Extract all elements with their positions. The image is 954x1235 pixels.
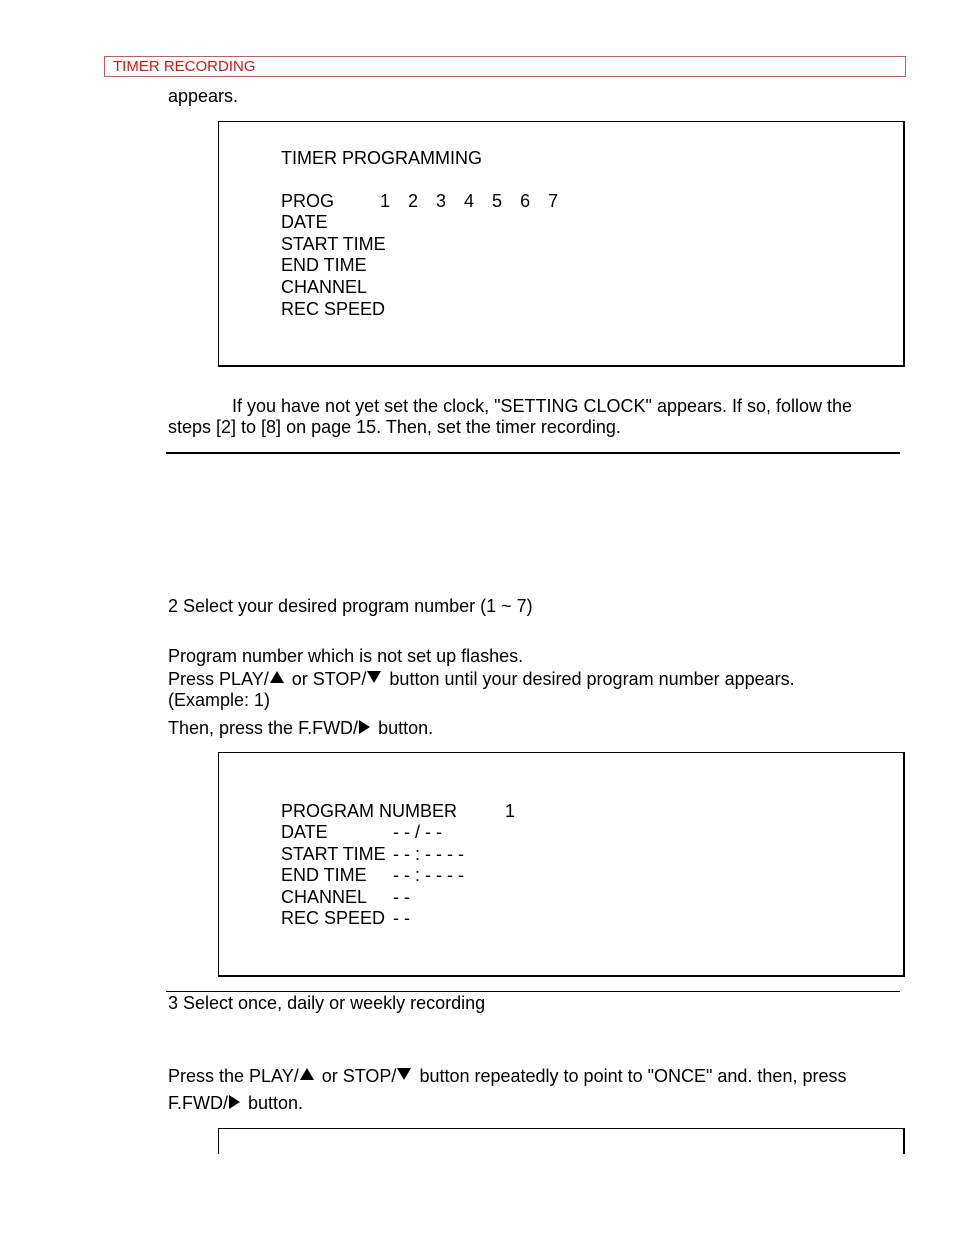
once-screen-partial [218,1128,905,1154]
note-line-1: If you have not yet set the clock, "SETTING CLOCK" appears. If so, follow the [232,396,853,416]
screen2-value-rec-speed: - - [393,908,410,928]
screen-row-date: DATE [281,212,328,232]
step3-line-2-b: button. [243,1093,304,1113]
step2-line-2-c: button until your desired program number appears. [384,669,795,689]
step3-heading: 3 Select once, daily or weekly recording [168,993,486,1013]
step3-line-1 [168,1066,846,1087]
divider [166,452,900,454]
step2-line-1: Program number which is not set up flashes. [168,646,524,666]
step2-line-2-b: or STOP/ [286,669,367,689]
timer-programming-screen [218,121,905,367]
screen-row-channel: CHANNEL [281,277,368,297]
down-triangle-icon [367,671,381,683]
intro-text: appears. [168,86,239,106]
step2-line-4 [168,718,433,739]
step2-line-4-b: button. [373,718,434,738]
screen2-value-start-time: - - : - - - - [393,844,464,864]
step3-line-1-c: button repeatedly to point to "ONCE" and. then, press [414,1066,847,1086]
right-triangle-icon [229,1095,240,1109]
step2-line-2 [168,669,795,690]
down-triangle-icon [397,1068,411,1080]
screen2-label-program-number: PROGRAM NUMBER [281,801,458,821]
screen-row-rec-speed: REC SPEED [281,299,386,319]
right-triangle-icon [359,720,370,734]
divider-thin [166,991,900,992]
section-header [104,56,906,77]
prog-label: PROG [281,191,335,211]
step2-line-3: (Example: 1) [168,690,271,710]
screen2-value-end-time: - - : - - - - [393,865,464,885]
program-number-screen [218,752,905,977]
step3-line-2-a: F.FWD/ [168,1093,228,1113]
step2-line-4-a: Then, press the F.FWD/ [168,718,359,738]
screen-title: TIMER PROGRAMMING [281,148,482,168]
screen-row-end-time: END TIME [281,255,367,275]
section-header-label: TIMER RECORDING [113,58,256,75]
screen2-label-start-time: START TIME [281,844,386,864]
up-triangle-icon [270,671,284,683]
screen2-value-date: - - / - - [393,822,442,842]
prog-numbers: 1 2 3 4 5 6 7 [380,191,559,211]
step3-line-2 [168,1093,303,1114]
note-line-2: steps [2] to [8] on page 15. Then, set the timer recording. [168,417,621,437]
screen2-value-program-number: 1 [505,801,516,821]
screen2-label-rec-speed: REC SPEED [281,908,386,928]
step2-heading: 2 Select your desired program number (1 ~ 7) [168,596,533,616]
step2-line-2-a: Press PLAY/ [168,669,269,689]
step3-line-1-b: or STOP/ [316,1066,397,1086]
screen2-label-date: DATE [281,822,328,842]
screen2-label-end-time: END TIME [281,865,367,885]
up-triangle-icon [300,1068,314,1080]
screen2-label-channel: CHANNEL [281,887,368,907]
step3-line-1-a: Press the PLAY/ [168,1066,299,1086]
screen-row-start-time: START TIME [281,234,386,254]
screen2-value-channel: - - [393,887,410,907]
